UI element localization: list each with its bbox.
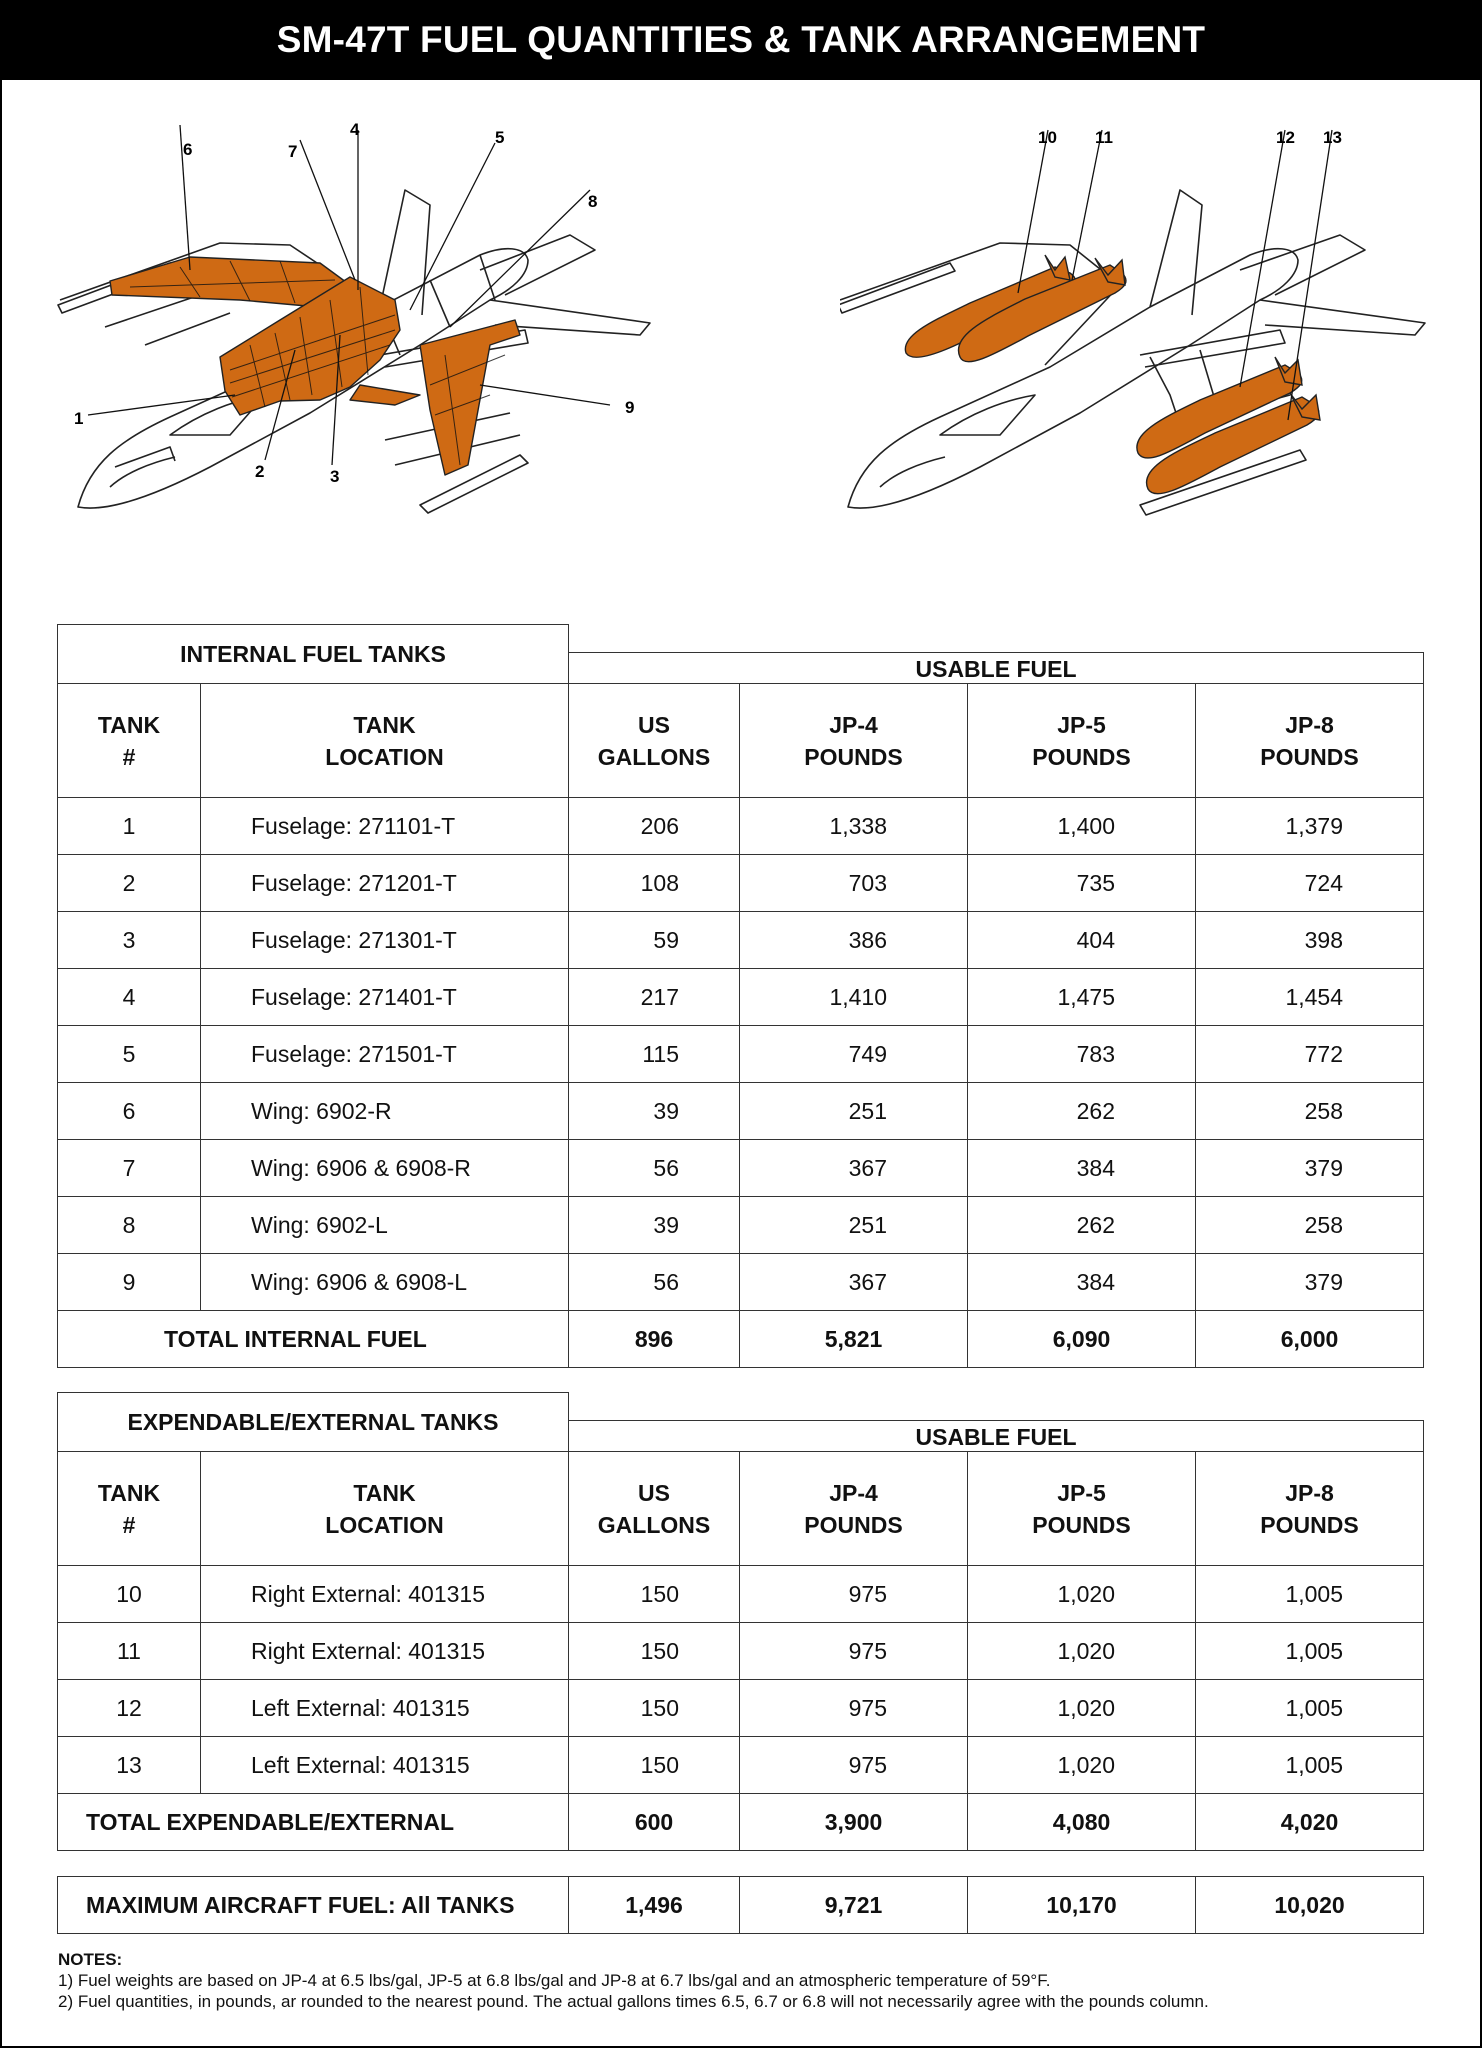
tank-location: Wing: 6902-L <box>201 1197 569 1254</box>
wing-tank-8-9 <box>420 320 520 475</box>
jp5-pounds: 262 <box>968 1197 1196 1254</box>
external-section-title: EXPENDABLE/EXTERNAL TANKS <box>58 1393 569 1452</box>
tank-location: Fuselage: 271301-T <box>201 912 569 969</box>
internal-total-row <box>58 1311 1424 1368</box>
table-row <box>58 855 1424 912</box>
us-gallons: 206 <box>569 798 740 855</box>
column-headers <box>58 684 1424 798</box>
callout-7: 7 <box>288 142 298 161</box>
jp8-pounds: 258 <box>1196 1197 1424 1254</box>
maximum-label: MAXIMUM AIRCRAFT FUEL: All TANKS <box>58 1877 569 1934</box>
tank-location: Left External: 401315 <box>201 1680 569 1737</box>
jp8-pounds: 1,454 <box>1196 969 1424 1026</box>
table-row <box>58 1254 1424 1311</box>
jp5-pounds: 1,020 <box>968 1623 1196 1680</box>
table-row <box>58 1140 1424 1197</box>
jp5-pounds: 1,475 <box>968 969 1196 1026</box>
maximum-fuel-row <box>58 1877 1424 1934</box>
jp8-pounds: 1,005 <box>1196 1737 1424 1794</box>
jp5-pounds: 384 <box>968 1254 1196 1311</box>
tank-number: 8 <box>58 1197 201 1254</box>
callout-13: 13 <box>1323 128 1342 147</box>
jp4-pounds: 975 <box>740 1566 968 1623</box>
callout-5: 5 <box>495 128 505 147</box>
jp4-pounds: 1,338 <box>740 798 968 855</box>
table-row <box>58 1566 1424 1623</box>
table-row <box>58 1680 1424 1737</box>
tank-number: 5 <box>58 1026 201 1083</box>
external-tanks-diagram <box>840 95 1460 535</box>
us-gallons: 39 <box>569 1083 740 1140</box>
us-gallons: 56 <box>569 1254 740 1311</box>
total-label: TOTAL EXPENDABLE/EXTERNAL <box>58 1794 569 1851</box>
notes <box>58 1949 1209 2012</box>
us-gallons: 39 <box>569 1197 740 1254</box>
total-gallons: 896 <box>569 1311 740 1368</box>
us-gallons: 59 <box>569 912 740 969</box>
tank-number: 4 <box>58 969 201 1026</box>
total-label: TOTAL INTERNAL FUEL <box>58 1311 569 1368</box>
us-gallons: 150 <box>569 1623 740 1680</box>
tank-number: 13 <box>58 1737 201 1794</box>
jp5-pounds: 783 <box>968 1026 1196 1083</box>
tank-location: Fuselage: 271401-T <box>201 969 569 1026</box>
jp5-pounds: 735 <box>968 855 1196 912</box>
jp4-pounds: 703 <box>740 855 968 912</box>
tank-number: 6 <box>58 1083 201 1140</box>
table-row <box>58 1737 1424 1794</box>
tank-location: Wing: 6902-R <box>201 1083 569 1140</box>
table-row <box>58 1083 1424 1140</box>
col-us-gallons: US GALLONS <box>569 684 740 798</box>
tank-location: Left External: 401315 <box>201 1737 569 1794</box>
tank-number: 7 <box>58 1140 201 1197</box>
jp5-pounds: 404 <box>968 912 1196 969</box>
jp8-pounds: 398 <box>1196 912 1424 969</box>
total-jp8: 6,000 <box>1196 1311 1424 1368</box>
callout-10: 10 <box>1038 128 1057 147</box>
table-row <box>58 798 1424 855</box>
maximum-jp8: 10,020 <box>1196 1877 1424 1934</box>
external-total-row <box>58 1794 1424 1851</box>
note-2: 2) Fuel quantities, in pounds, ar rounded to the nearest pound. The actual gallons times 6.5, 6.7 or 6.8 will not necessarily agree with the pounds column. <box>58 1992 1209 2011</box>
callout-4: 4 <box>350 120 360 139</box>
jp5-pounds: 262 <box>968 1083 1196 1140</box>
jp8-pounds: 1,005 <box>1196 1680 1424 1737</box>
maximum-jp5: 10,170 <box>968 1877 1196 1934</box>
tank-location: Fuselage: 271501-T <box>201 1026 569 1083</box>
us-gallons: 150 <box>569 1737 740 1794</box>
tank-location: Fuselage: 271101-T <box>201 798 569 855</box>
tank-location: Fuselage: 271201-T <box>201 855 569 912</box>
internal-fuel-table <box>57 624 1424 1368</box>
jp5-pounds: 1,020 <box>968 1680 1196 1737</box>
jp4-pounds: 251 <box>740 1197 968 1254</box>
tank-location: Wing: 6906 & 6908-R <box>201 1140 569 1197</box>
table-row <box>58 969 1424 1026</box>
us-gallons: 217 <box>569 969 740 1026</box>
total-jp4: 5,821 <box>740 1311 968 1368</box>
jp8-pounds: 1,005 <box>1196 1566 1424 1623</box>
jp5-pounds: 384 <box>968 1140 1196 1197</box>
maximum-gallons: 1,496 <box>569 1877 740 1934</box>
jp4-pounds: 386 <box>740 912 968 969</box>
jp8-pounds: 724 <box>1196 855 1424 912</box>
table-row <box>58 1197 1424 1254</box>
callout-12: 12 <box>1276 128 1295 147</box>
callout-8: 8 <box>588 192 598 211</box>
tank-number: 9 <box>58 1254 201 1311</box>
jp4-pounds: 1,410 <box>740 969 968 1026</box>
jp4-pounds: 367 <box>740 1254 968 1311</box>
jp4-pounds: 749 <box>740 1026 968 1083</box>
tank-number: 1 <box>58 798 201 855</box>
jp8-pounds: 772 <box>1196 1026 1424 1083</box>
us-gallons: 56 <box>569 1140 740 1197</box>
tank-number: 10 <box>58 1566 201 1623</box>
jp8-pounds: 1,379 <box>1196 798 1424 855</box>
callout-9: 9 <box>625 398 635 417</box>
total-gallons: 600 <box>569 1794 740 1851</box>
col-tank-location: TANK LOCATION <box>201 1452 569 1566</box>
jp4-pounds: 367 <box>740 1140 968 1197</box>
table-row <box>58 1623 1424 1680</box>
us-gallons: 108 <box>569 855 740 912</box>
callout-2: 2 <box>255 462 265 481</box>
external-fuel-table <box>57 1392 1424 1851</box>
jp8-pounds: 1,005 <box>1196 1623 1424 1680</box>
jp4-pounds: 975 <box>740 1680 968 1737</box>
tank-location: Right External: 401315 <box>201 1623 569 1680</box>
col-tank-location: TANK LOCATION <box>201 684 569 798</box>
jp8-pounds: 379 <box>1196 1254 1424 1311</box>
jp5-pounds: 1,020 <box>968 1566 1196 1623</box>
callout-1: 1 <box>74 409 84 428</box>
table-row <box>58 1026 1424 1083</box>
col-jp8-pounds: JP-8 POUNDS <box>1196 684 1424 798</box>
jp5-pounds: 1,400 <box>968 798 1196 855</box>
total-jp8: 4,020 <box>1196 1794 1424 1851</box>
callout-6: 6 <box>183 140 193 159</box>
col-jp4-pounds: JP-4 POUNDS <box>740 684 968 798</box>
col-jp8-pounds: JP-8 POUNDS <box>1196 1452 1424 1566</box>
notes-heading: NOTES: <box>58 1950 123 1969</box>
usable-fuel-label: USABLE FUEL <box>569 1421 1424 1452</box>
column-headers <box>58 1452 1424 1566</box>
us-gallons: 150 <box>569 1680 740 1737</box>
jp8-pounds: 258 <box>1196 1083 1424 1140</box>
total-jp5: 6,090 <box>968 1311 1196 1368</box>
note-1: 1) Fuel weights are based on JP-4 at 6.5 lbs/gal, JP-5 at 6.8 lbs/gal and JP-8 at 6.7 lbs/gal and an atmospheric temperature of 59°F. <box>58 1971 1051 1990</box>
tank-location: Wing: 6906 & 6908-L <box>201 1254 569 1311</box>
col-jp4-pounds: JP-4 POUNDS <box>740 1452 968 1566</box>
jp4-pounds: 975 <box>740 1737 968 1794</box>
internal-section-title: INTERNAL FUEL TANKS <box>58 625 569 684</box>
tank-location: Right External: 401315 <box>201 1566 569 1623</box>
tank-number: 3 <box>58 912 201 969</box>
col-us-gallons: US GALLONS <box>569 1452 740 1566</box>
callout-11: 11 <box>1095 128 1113 147</box>
internal-tanks-diagram <box>50 95 670 535</box>
jp5-pounds: 1,020 <box>968 1737 1196 1794</box>
maximum-fuel-table <box>57 1876 1424 1934</box>
total-jp5: 4,080 <box>968 1794 1196 1851</box>
col-jp5-pounds: JP-5 POUNDS <box>968 684 1196 798</box>
us-gallons: 150 <box>569 1566 740 1623</box>
tank-number: 2 <box>58 855 201 912</box>
jp4-pounds: 975 <box>740 1623 968 1680</box>
tank-number: 12 <box>58 1680 201 1737</box>
jp8-pounds: 379 <box>1196 1140 1424 1197</box>
page-title: SM-47T FUEL QUANTITIES & TANK ARRANGEMENT <box>0 0 1482 80</box>
col-tank-number: TANK # <box>58 684 201 798</box>
jp4-pounds: 251 <box>740 1083 968 1140</box>
us-gallons: 115 <box>569 1026 740 1083</box>
table-row <box>58 912 1424 969</box>
usable-fuel-label: USABLE FUEL <box>569 653 1424 684</box>
tank-number: 11 <box>58 1623 201 1680</box>
total-jp4: 3,900 <box>740 1794 968 1851</box>
maximum-jp4: 9,721 <box>740 1877 968 1934</box>
col-tank-number: TANK # <box>58 1452 201 1566</box>
callout-3: 3 <box>330 467 340 486</box>
col-jp5-pounds: JP-5 POUNDS <box>968 1452 1196 1566</box>
